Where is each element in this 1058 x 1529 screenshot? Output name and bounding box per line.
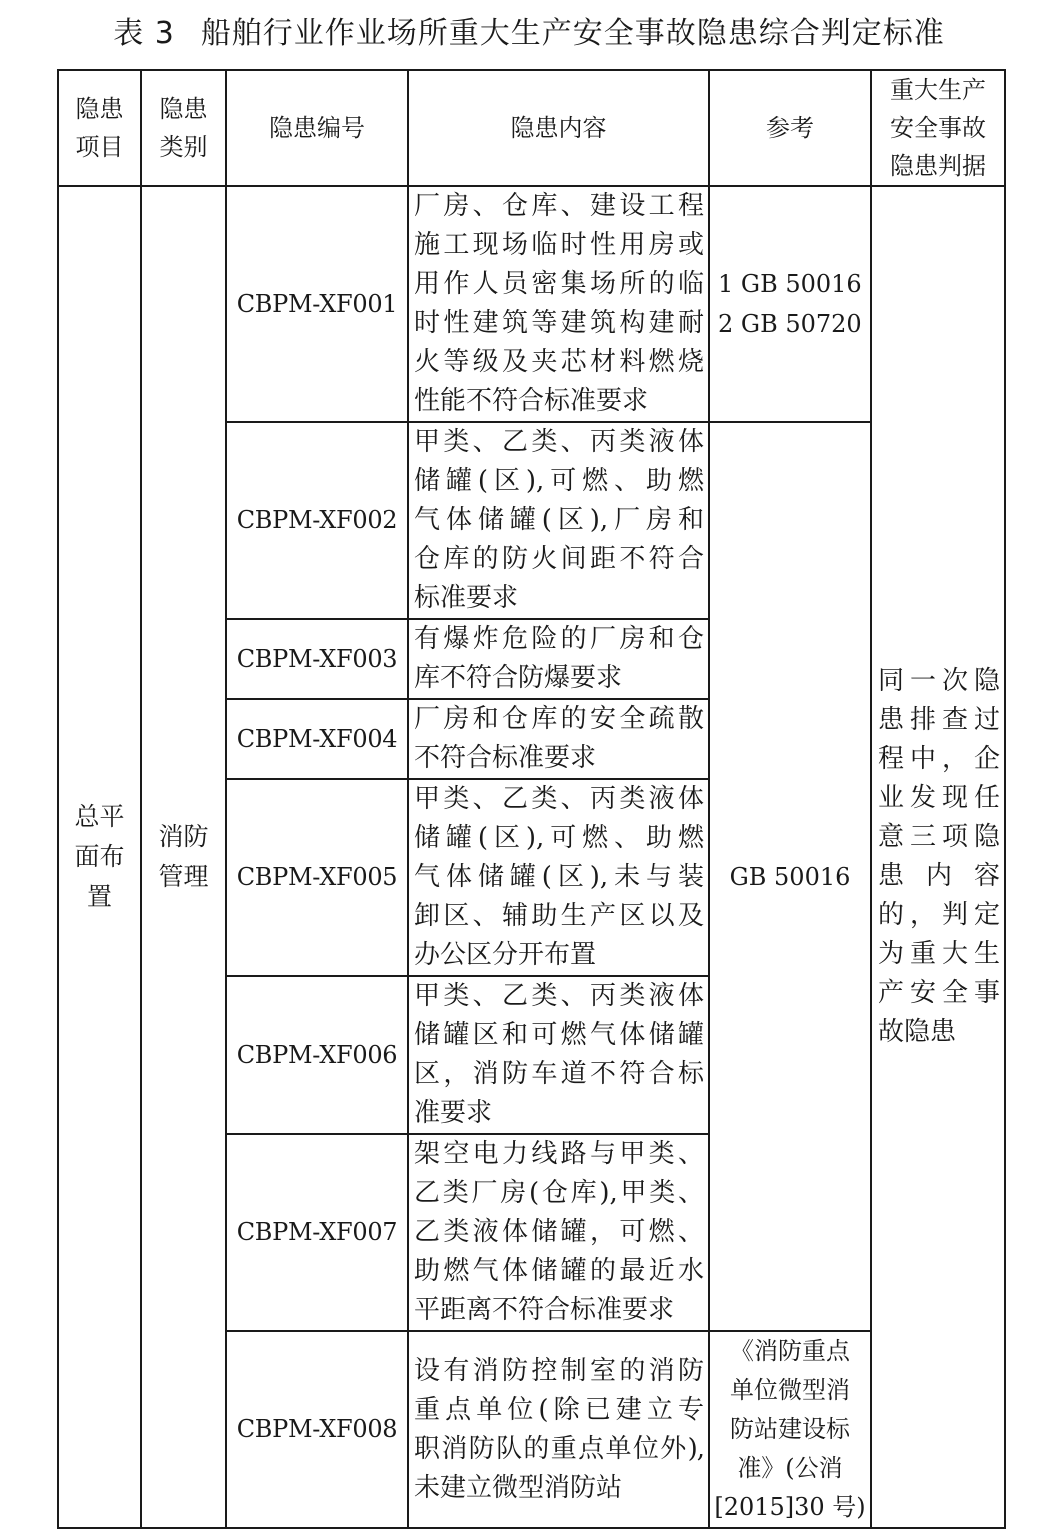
reference-line: 准》(公消: [737, 1454, 843, 1482]
hazard-content: [408, 619, 709, 699]
content-line: 甲类、乙类、丙类液体: [414, 981, 704, 1011]
hazard-content: [408, 699, 709, 779]
hazard-code: CBPM-XF003: [226, 619, 408, 699]
content-line: 厂房和仓库的安全疏散: [414, 704, 704, 734]
content-line: 储罐(区),可燃、助燃: [414, 466, 704, 496]
header-criterion-label: 重大生产 安全事故 隐患判据: [890, 76, 986, 180]
content-line: 有爆炸危险的厂房和仓: [414, 624, 704, 654]
content-line: 库不符合防爆要求: [414, 663, 623, 693]
content-line: 架空电力线路与甲类、: [414, 1139, 704, 1169]
content-line: 用作人员密集场所的临: [414, 269, 704, 299]
content-line: 仓库的防火间距不符合: [414, 544, 704, 574]
reference-line: 2 GB 50720: [718, 310, 862, 338]
header-row: [58, 70, 1005, 186]
hazard-code: CBPM-XF006: [226, 976, 408, 1134]
content-line: 乙类液体储罐，可燃、: [414, 1217, 704, 1247]
hazard-code: CBPM-XF007: [226, 1134, 408, 1331]
header-content: 隐患内容: [408, 70, 709, 186]
content-line: 标准要求: [414, 583, 519, 613]
table-title: 船舶行业作业场所重大生产安全事故隐患综合判定标准: [200, 16, 945, 51]
content-line: 甲类、乙类、丙类液体: [414, 427, 704, 457]
hazard-category: 消防 管理: [158, 822, 209, 891]
hazard-category-cell: [141, 186, 226, 1528]
hazard-code: CBPM-XF001: [226, 186, 408, 422]
table-row: [58, 186, 1005, 422]
content-line: 办公区分开布置: [414, 940, 597, 970]
reference-cell: [709, 186, 871, 422]
header-reference: 参考: [709, 70, 871, 186]
reference-line: 防站建设标: [730, 1415, 850, 1443]
content-line: 助燃气体储罐的最近水: [414, 1256, 704, 1286]
hazard-content: [408, 779, 709, 976]
content-line: 性能不符合标准要求: [414, 386, 649, 416]
hazard-code: CBPM-XF008: [226, 1331, 408, 1528]
content-line: 区，消防车道不符合标: [414, 1059, 704, 1089]
content-line: 准要求: [414, 1098, 493, 1128]
content-line: 未建立微型消防站: [414, 1472, 623, 1503]
reference-line: 1 GB 50016: [718, 270, 862, 298]
content-line: 职消防队的重点单位外),: [414, 1433, 704, 1464]
reference-line: [2015]30 号): [714, 1493, 866, 1521]
content-line: 储罐(区),可燃、助燃: [414, 823, 704, 853]
content-line: 平距离不符合标准要求: [414, 1295, 675, 1325]
criterion-cell: 同一次隐患排查过程中，企业发现任意三项隐患内容的，判定为重大生产安全事故隐患: [871, 186, 1005, 1528]
content-line: 火等级及夹芯材料燃烧: [414, 347, 704, 377]
hazard-content: [408, 186, 709, 422]
header-category-label: 隐患 类别: [159, 95, 208, 161]
header-category: [141, 70, 226, 186]
content-line: 重点单位(除已建立专: [414, 1394, 704, 1425]
reference-cell: GB 50016: [709, 422, 871, 1331]
header-item: [58, 70, 141, 186]
hazard-code: CBPM-XF005: [226, 779, 408, 976]
table-number: 表 3: [113, 16, 175, 51]
header-criterion: [871, 70, 1005, 186]
header-item-label: 隐患 项目: [75, 95, 124, 161]
content-line: 卸区、辅助生产区以及: [414, 901, 704, 931]
hazard-item-cell: [58, 186, 141, 1528]
content-line: 厂房、仓库、建设工程: [414, 191, 704, 221]
hazard-item: 总平 面布 置: [74, 802, 125, 911]
hazard-content: [408, 422, 709, 619]
reference-line: 单位微型消: [730, 1376, 850, 1404]
hazard-code: CBPM-XF004: [226, 699, 408, 779]
content-line: 施工现场临时性用房或: [414, 230, 704, 260]
content-line: 储罐区和可燃气体储罐: [414, 1020, 704, 1050]
reference-cell: [709, 1331, 871, 1528]
content-line: 甲类、乙类、丙类液体: [414, 784, 704, 814]
content-line: 时性建筑等建筑构建耐: [414, 308, 704, 338]
hazard-criteria-table: [57, 69, 1006, 1529]
content-line: 设有消防控制室的消防: [414, 1355, 704, 1386]
reference-line: 《消防重点: [730, 1337, 850, 1365]
hazard-content: [408, 1331, 709, 1528]
hazard-content: [408, 1134, 709, 1331]
content-line: 气体储罐(区),厂房和: [414, 505, 704, 535]
content-line: 不符合标准要求: [414, 743, 597, 773]
hazard-content: [408, 976, 709, 1134]
content-line: 气体储罐(区),未与装: [414, 862, 704, 892]
header-code: 隐患编号: [226, 70, 408, 186]
content-line: 乙类厂房(仓库),甲类、: [414, 1178, 704, 1208]
hazard-code: CBPM-XF002: [226, 422, 408, 619]
table-caption: [0, 14, 1058, 54]
